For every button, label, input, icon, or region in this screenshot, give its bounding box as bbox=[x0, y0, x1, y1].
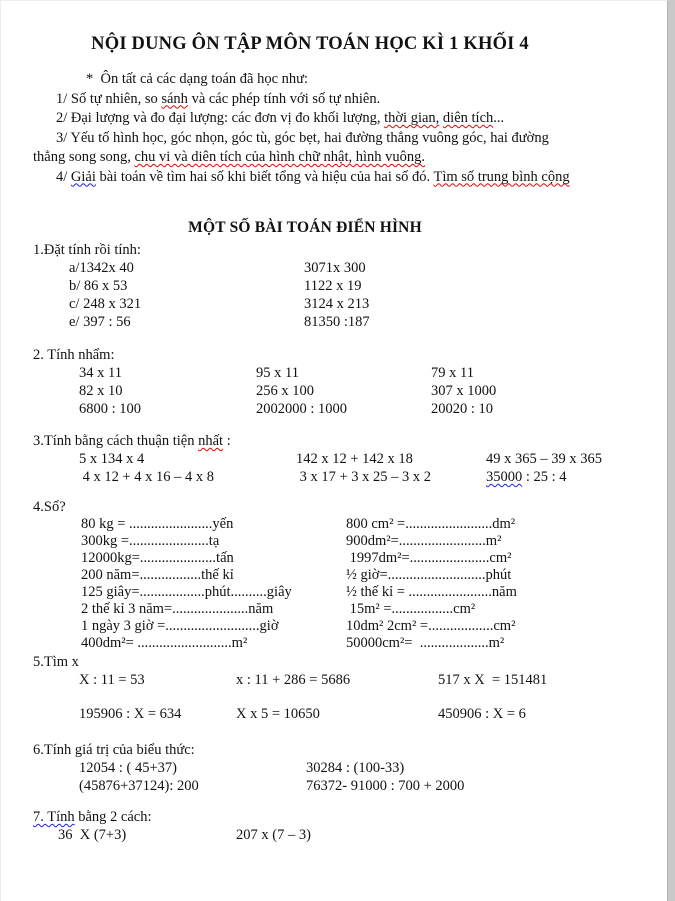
problem-cell: 79 x 11 bbox=[431, 365, 474, 381]
problem-cell: X x 5 = 10650 bbox=[236, 706, 320, 722]
problem-row bbox=[58, 826, 641, 844]
problem-row bbox=[79, 705, 641, 723]
problem-cell: 10dm² 2cm² =..................cm² bbox=[346, 618, 516, 634]
problem-cell: 95 x 11 bbox=[256, 365, 299, 381]
spellcheck-flagged-text: chu vi và diên tích của hình chữ nhật, hình vuông. bbox=[134, 149, 426, 165]
section-5-heading bbox=[33, 653, 641, 671]
text-run: 3/ Yếu tố hình học, góc nhọn, góc tù, góc bẹt, hai đường thẳng vuông góc, hai đường bbox=[56, 129, 549, 146]
text-run: 1.Đặt tính rồi tính: bbox=[33, 242, 141, 258]
problem-row bbox=[81, 550, 641, 567]
section-7-rows bbox=[33, 826, 641, 844]
problem-row bbox=[69, 259, 641, 277]
text-run: : bbox=[223, 433, 231, 449]
problem-row bbox=[81, 567, 641, 584]
problem-row bbox=[69, 313, 641, 331]
problem-cell: 12000kg=.....................tấn bbox=[81, 550, 234, 566]
problem-row bbox=[81, 584, 641, 601]
problem-cell: 12054 : ( 45+37) bbox=[79, 760, 177, 776]
problem-row bbox=[79, 400, 641, 418]
problem-cell: 76372- 91000 : 700 + 2000 bbox=[306, 778, 465, 794]
problem-row bbox=[79, 777, 641, 795]
problem-cell: 200 năm=.................thế kỉ bbox=[81, 567, 234, 583]
intro-line-2 bbox=[33, 109, 641, 129]
section-4-rows bbox=[33, 516, 641, 652]
problem-row bbox=[81, 635, 641, 652]
intro-line-1 bbox=[33, 90, 641, 110]
problem-cell: 125 giây=..................phút..........giây bbox=[81, 584, 292, 600]
problem-row bbox=[79, 671, 641, 689]
problem-row bbox=[69, 277, 641, 295]
document-title: NỘI DUNG ÔN TẬP MÔN TOÁN HỌC KÌ 1 KHỐI 4 bbox=[91, 34, 529, 54]
text-run: 2. Tính nhẩm: bbox=[33, 347, 115, 363]
spellcheck-flagged-text: Giải bbox=[70, 168, 96, 185]
problem-row bbox=[81, 533, 641, 550]
problem-cell: 81350 :187 bbox=[304, 314, 370, 330]
spellcheck-flagged-text: sánh bbox=[161, 90, 188, 107]
problem-cell: c/ 248 x 321 bbox=[69, 296, 142, 312]
problem-cell: 3 x 17 + 3 x 25 – 3 x 2 bbox=[296, 469, 432, 485]
intro-line-4 bbox=[33, 168, 641, 188]
problem-row bbox=[79, 759, 641, 777]
problem-cell: 6800 : 100 bbox=[79, 401, 142, 417]
problem-row bbox=[79, 364, 641, 382]
problem-row bbox=[69, 295, 641, 313]
spellcheck-flagged-text: 35000 bbox=[486, 469, 523, 485]
problem-cell: 36 X (7+3) bbox=[58, 827, 127, 843]
text-run: bài toán về tìm hai số khi biết tổng và hiệu của hai số đó. bbox=[95, 168, 434, 185]
section-4-heading bbox=[33, 498, 641, 516]
section-5 bbox=[33, 653, 641, 723]
text-run: * Ôn tất cả các dạng toán đã học như: bbox=[86, 71, 309, 87]
intro-line-3-wrap bbox=[33, 148, 641, 168]
intro-line-3 bbox=[33, 129, 641, 149]
text-run: 4.Số? bbox=[33, 499, 66, 515]
problem-cell: 2002000 : 1000 bbox=[256, 401, 348, 417]
text-run: 3.Tính bằng cách thuận tiện bbox=[33, 433, 199, 449]
problem-cell: 517 x X = 151481 bbox=[438, 672, 548, 688]
problem-row bbox=[79, 450, 641, 468]
section-4 bbox=[33, 498, 641, 652]
problem-row bbox=[79, 468, 641, 486]
problem-cell: a/1342x 40 bbox=[69, 260, 134, 276]
section-3 bbox=[33, 432, 641, 486]
section-1 bbox=[33, 241, 641, 331]
section-5-rows bbox=[33, 671, 641, 723]
section-3-rows bbox=[33, 450, 641, 486]
problem-cell: 195906 : X = 634 bbox=[79, 706, 182, 722]
text-run: bằng 2 cách: bbox=[74, 809, 152, 825]
text-run: : 25 : 4 bbox=[522, 469, 567, 485]
text-run: ... bbox=[493, 110, 505, 126]
section-2 bbox=[33, 346, 641, 418]
section-7 bbox=[33, 808, 641, 844]
problem-cell: e/ 397 : 56 bbox=[69, 314, 131, 330]
section-6 bbox=[33, 741, 641, 795]
problem-cell: ½ giờ=...........................phút bbox=[346, 567, 512, 583]
intro-lead bbox=[33, 70, 641, 90]
problem-cell: 82 x 10 bbox=[79, 383, 123, 399]
problem-cell bbox=[486, 468, 641, 486]
section-subtitle: MỘT SỐ BÀI TOÁN ĐIỂN HÌNH bbox=[188, 219, 422, 236]
problem-row bbox=[81, 516, 641, 533]
problem-cell: 3124 x 213 bbox=[304, 296, 370, 312]
text-run: 4/ bbox=[56, 168, 71, 185]
problem-cell: 1 ngày 3 giờ =..........................giờ bbox=[81, 618, 279, 634]
section-2-heading bbox=[33, 346, 641, 364]
problem-cell: 2 thế kỉ 3 năm=.....................năm bbox=[81, 601, 274, 617]
section-1-heading bbox=[33, 241, 641, 259]
problem-cell: b/ 86 x 53 bbox=[69, 278, 128, 294]
problem-cell: 400dm²= ..........................m² bbox=[81, 635, 248, 651]
section-6-rows bbox=[33, 759, 641, 795]
text-run: 1/ Số tự nhiên, so bbox=[56, 90, 162, 107]
problem-cell: 30284 : (100-33) bbox=[306, 760, 405, 776]
text-run: 2/ Đại lượng và đo đại lượng: các đơn vị đo khối lượng, bbox=[56, 110, 385, 126]
problem-cell: (45876+37124): 200 bbox=[79, 778, 199, 794]
problem-cell: 50000cm²= ...................m² bbox=[346, 635, 505, 651]
section-2-rows bbox=[33, 364, 641, 418]
problem-cell: 1997dm²=......................cm² bbox=[346, 550, 512, 566]
problem-cell: ½ thế kỉ = .......................năm bbox=[346, 584, 517, 600]
problem-cell: 256 x 100 bbox=[256, 383, 314, 399]
section-3-heading bbox=[33, 432, 641, 450]
problem-cell: 49 x 365 – 39 x 365 bbox=[486, 451, 602, 467]
spellcheck-flagged-text: nhất bbox=[198, 433, 224, 449]
problem-cell: 450906 : X = 6 bbox=[438, 706, 526, 722]
spellcheck-flagged-text: 7. Tính bbox=[33, 809, 75, 825]
section-7-heading bbox=[33, 808, 641, 826]
text-run: và các phép tính với số tự nhiên. bbox=[187, 90, 381, 107]
problem-row bbox=[79, 382, 641, 400]
problem-cell: 207 x (7 – 3) bbox=[236, 827, 311, 843]
problem-cell: 900dm²=........................m² bbox=[346, 533, 502, 549]
problem-cell: 34 x 11 bbox=[79, 365, 122, 381]
problem-cell: X : 11 = 53 bbox=[79, 672, 145, 688]
text-run: thẳng song song, bbox=[33, 149, 135, 165]
problem-cell: 4 x 12 + 4 x 16 – 4 x 8 bbox=[79, 469, 215, 485]
problem-cell: 800 cm² =........................dm² bbox=[346, 516, 516, 532]
spellcheck-flagged-text: diên tích bbox=[442, 110, 494, 126]
problem-cell: 300kg =......................tạ bbox=[81, 533, 220, 549]
text-run: 6.Tính giá trị của biểu thức: bbox=[33, 742, 195, 758]
problem-cell: x : 11 + 286 = 5686 bbox=[236, 672, 351, 688]
section-1-rows bbox=[33, 259, 641, 331]
spellcheck-flagged-text: Tìm số trung bình cộng bbox=[433, 168, 570, 185]
problem-cell: 5 x 134 x 4 bbox=[79, 451, 145, 467]
problem-cell: 80 kg = .......................yến bbox=[81, 516, 234, 532]
problem-cell: 307 x 1000 bbox=[431, 383, 497, 399]
problem-row bbox=[81, 601, 641, 618]
problem-cell: 15m² =.................cm² bbox=[346, 601, 476, 617]
problem-cell: 20020 : 10 bbox=[431, 401, 494, 417]
spellcheck-flagged-text: thời gian, bbox=[384, 110, 440, 126]
section-6-heading bbox=[33, 741, 641, 759]
problem-cell: 1122 x 19 bbox=[304, 278, 362, 294]
problem-row bbox=[81, 618, 641, 635]
problem-cell: 3071x 300 bbox=[304, 260, 366, 276]
problem-cell: 142 x 12 + 142 x 18 bbox=[296, 451, 413, 467]
text-run: 5.Tìm x bbox=[33, 654, 79, 670]
